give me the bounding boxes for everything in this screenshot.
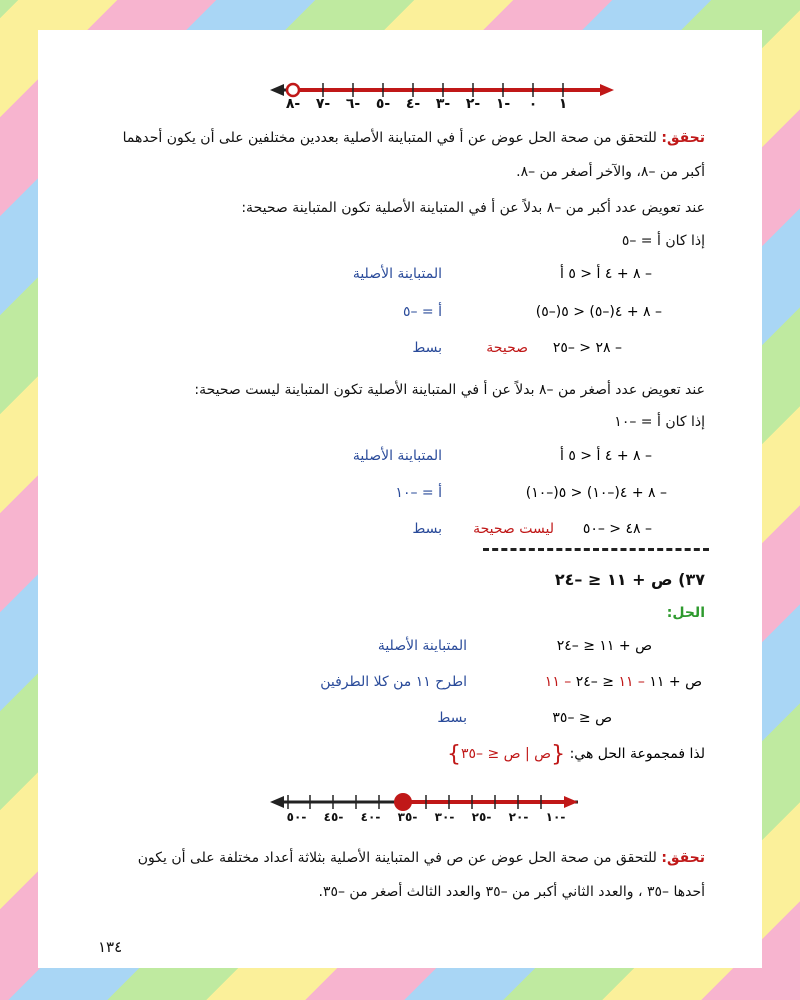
set-label: لذا فمجموعة الحل هي: — [569, 746, 705, 762]
tick-label: ٥٠- — [286, 810, 307, 824]
case2-if: إذا كان أ = –١٠ — [614, 414, 705, 430]
tick-label: ٢٥- — [471, 810, 492, 824]
case2-r3-expr: – ٤٨ < –٥٠ — [582, 521, 652, 537]
tick-label: ٧- — [315, 96, 331, 112]
s2-subtract-right: – ١١ — [544, 674, 572, 690]
case1-r1-expr: – ٨ + ٤ أ < ٥ أ — [559, 266, 652, 282]
tick-label: ١- — [495, 96, 511, 112]
case1-if: إذا كان أ = –٥ — [621, 233, 705, 249]
s2-subtract-left: – ١١ — [618, 674, 645, 690]
case1-r3-note: بسط — [412, 340, 442, 356]
case1-r2-expr: – ٨ + ٤(–٥) < ٥(–٥) — [535, 304, 662, 320]
open-circle-marker — [287, 84, 299, 96]
set-body: ص | ص ≤ –٣٥ — [460, 746, 552, 762]
check2-text1: للتحقق من صحة الحل عوض عن ص في المتباينة الأصلية بثلاثة أعداد مختلفة على أن يكون — [137, 850, 657, 866]
textbook-page — [38, 30, 762, 968]
tick-label: ٤٠- — [360, 810, 381, 824]
tick-label: ٢٠- — [508, 810, 529, 824]
number-line-bottom-labels — [278, 810, 578, 824]
tick-label: ٤٥- — [323, 810, 344, 824]
tick-label: ٦- — [345, 96, 361, 112]
case1-r3-true: صحيحة — [486, 340, 528, 356]
tick-label: ٣- — [435, 96, 451, 112]
case2-r3-note: بسط — [412, 521, 442, 537]
problem-37 — [555, 570, 705, 589]
case1-r3-expr: – ٢٨ < –٢٥ — [552, 340, 622, 356]
tick-label: ١٠- — [545, 810, 566, 824]
check1-text1: للتحقق من صحة الحل عوض عن أ في المتباينة الأصلية بعددين مختلفين على أن يكون أحدهما — [122, 130, 657, 146]
set-brace-close: } — [446, 742, 461, 767]
tick-label: ٤- — [405, 96, 421, 112]
case2-r1-expr: – ٨ + ٤ أ < ٥ أ — [559, 448, 652, 464]
check1-text2: أكبر من –٨، والآخر أصغر من –٨. — [516, 164, 705, 180]
case1-r1-note: المتباينة الأصلية — [352, 266, 442, 282]
check2-line1 — [38, 850, 762, 866]
set-brace-open: { — [551, 742, 566, 767]
section-divider — [483, 548, 709, 551]
check1-label: تحقق: — [661, 130, 705, 146]
problem-expr: ص + ١١ ≤ –٢٤ — [554, 570, 673, 589]
solution-label: الحل: — [666, 605, 705, 621]
case2-r1-note: المتباينة الأصلية — [352, 448, 442, 464]
number-line-top-labels — [278, 96, 578, 112]
s3-note: بسط — [437, 710, 467, 726]
page-number: ١٣٤ — [98, 938, 123, 956]
case2-r3-false: ليست صحيحة — [473, 521, 554, 537]
check1-line1 — [38, 130, 762, 146]
tick-label: ٣٠- — [434, 810, 455, 824]
tick-label: ٨- — [285, 96, 301, 112]
tick-label: ٠ — [528, 96, 538, 112]
s1-expr: ص + ١١ ≤ –٢٤ — [556, 638, 652, 654]
problem-number: ٣٧) — [678, 570, 705, 589]
s3-expr: ص ≤ –٣٥ — [552, 710, 612, 726]
solution-set — [447, 742, 705, 767]
tick-label: ٢- — [465, 96, 481, 112]
case1-intro: عند تعويض عدد أكبر من –٨ بدلاً عن أ في المتباينة الأصلية تكون المتباينة صحيحة: — [241, 200, 705, 216]
check2-label: تحقق: — [661, 850, 705, 866]
s2-left: ص + ١١ — [649, 674, 702, 690]
check2-text2: أحدها –٣٥ ، والعدد الثاني أكبر من –٣٥ والعدد الثالث أصغر من –٣٥. — [318, 884, 705, 900]
closed-circle-marker — [394, 793, 412, 811]
s2-mid: ≤ –٢٤ — [575, 674, 614, 690]
s2-expr — [545, 674, 702, 690]
s1-note: المتباينة الأصلية — [377, 638, 467, 654]
case2-r2-note: أ = –١٠ — [395, 485, 442, 501]
case1-r2-note: أ = –٥ — [402, 304, 442, 320]
tick-label: ٣٥- — [397, 810, 418, 824]
s2-note: اطرح ١١ من كلا الطرفين — [320, 674, 467, 690]
tick-label: ١ — [558, 96, 568, 112]
case2-r2-expr: – ٨ + ٤(–١٠) < ٥(–١٠) — [525, 485, 667, 501]
tick-label: ٥- — [375, 96, 391, 112]
case2-intro: عند تعويض عدد أصغر من –٨ بدلاً عن أ في المتباينة الأصلية تكون المتباينة ليست صحيحة: — [194, 382, 705, 398]
